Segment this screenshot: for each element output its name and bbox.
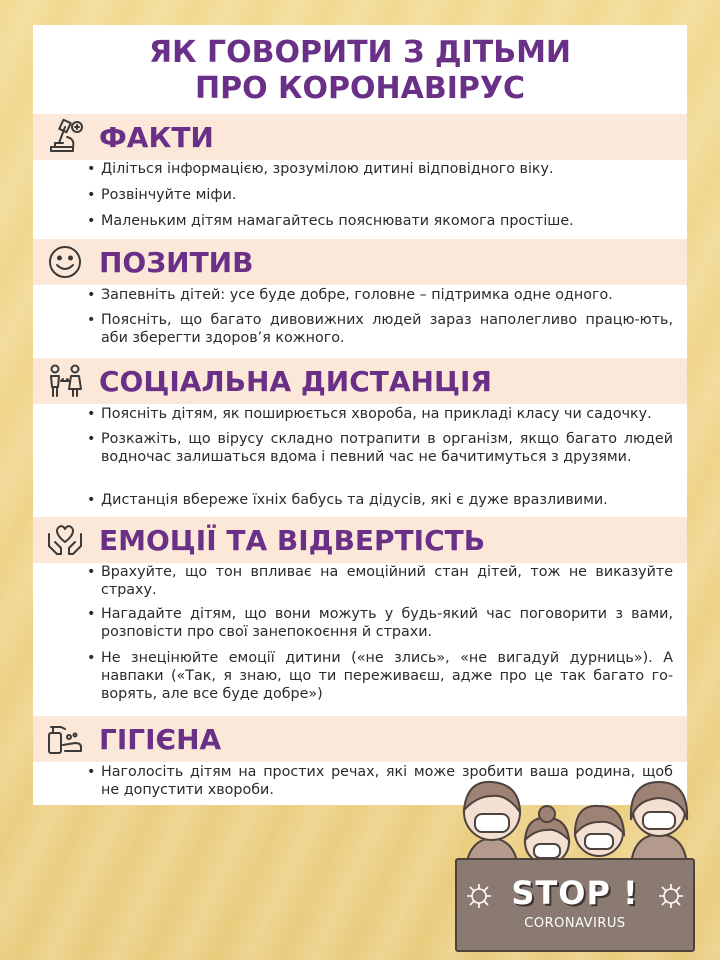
section-facts-title: ФАКТИ	[99, 121, 214, 154]
distance-bullet-3: • Дистанція вбереже їхніх бабусь та дідусів, які є дуже вразливими.	[101, 491, 673, 509]
stop-text: STOP !	[511, 874, 639, 912]
coronavirus-text: CORONAVIRUS	[524, 916, 626, 931]
smiley-icon	[45, 242, 85, 282]
distance-bullet-2: • Розкажіть, що вірусу складно потрапити в організм, якщо багато людей водночас залишаться вдома і певний час не бачитимуться з друзями.	[101, 430, 673, 466]
section-positive-title: ПОЗИТИВ	[99, 246, 254, 279]
info-card	[33, 25, 687, 805]
facts-bullet-2: • Розвінчуйте міфи.	[101, 186, 673, 204]
facts-bullet-3: • Маленьким дітям намагайтесь пояснювати якомога простіше.	[101, 212, 673, 230]
stop-coronavirus-sign	[455, 858, 695, 952]
section-positive-header	[33, 239, 687, 285]
emotions-bullet-1: • Врахуйте, що тон впливає на емоційний стан дітей, тож не виказуйте страху.	[101, 563, 673, 599]
positive-bullet-2: • Поясніть, що багато дивовижних людей зараз наполегливо працю-ють, аби зберегти здоров’я кожного.	[101, 311, 673, 347]
positive-bullet-1: • Запевніть дітей: усе буде добре, головне – підтримка одне одного.	[101, 286, 673, 304]
section-hygiene-header	[33, 716, 687, 762]
emotions-bullet-3: • Не знецінюйте емоції дитини («не злись», «не вигадуй дурниць»). А навпаки («Так, я знаю, що ти переживаєш, адже про це так багато го-ворять, але все буде добре»)	[101, 649, 673, 703]
section-emotions-header	[33, 517, 687, 563]
section-distance-title: СОЦІАЛЬНА ДИСТАНЦІЯ	[99, 365, 492, 398]
hygiene-bullet-1: • Наголосіть дітям на простих речах, які може зробити ваша родина, щоб не допустити хвороби.	[101, 763, 673, 799]
hand-washing-icon	[45, 719, 85, 759]
section-emotions-title: ЕМОЦІЇ ТА ВІДВЕРТІСТЬ	[99, 524, 486, 557]
microscope-icon	[45, 117, 85, 157]
title-line-1: ЯК ГОВОРИТИ З ДІТЬМИ	[148, 35, 572, 70]
section-distance-header	[33, 358, 687, 404]
emotions-bullet-2: • Нагадайте дітям, що вони можуть у будь-який час поговорити з вами, розповісти про свої занепокоєння й страхи.	[101, 605, 673, 641]
section-hygiene-title: ГІГІЄНА	[99, 723, 222, 756]
page-title	[33, 35, 687, 107]
section-facts-header	[33, 114, 687, 160]
title-line-2: ПРО КОРОНАВІРУС	[194, 71, 526, 106]
social-distance-icon	[45, 361, 85, 401]
hands-heart-icon	[45, 520, 85, 560]
distance-bullet-1: • Поясніть дітям, як поширюється хвороба, на прикладі класу чи садочку.	[101, 405, 673, 423]
facts-bullet-1: • Діліться інформацією, зрозумілою дитині відповідного віку.	[101, 160, 673, 178]
